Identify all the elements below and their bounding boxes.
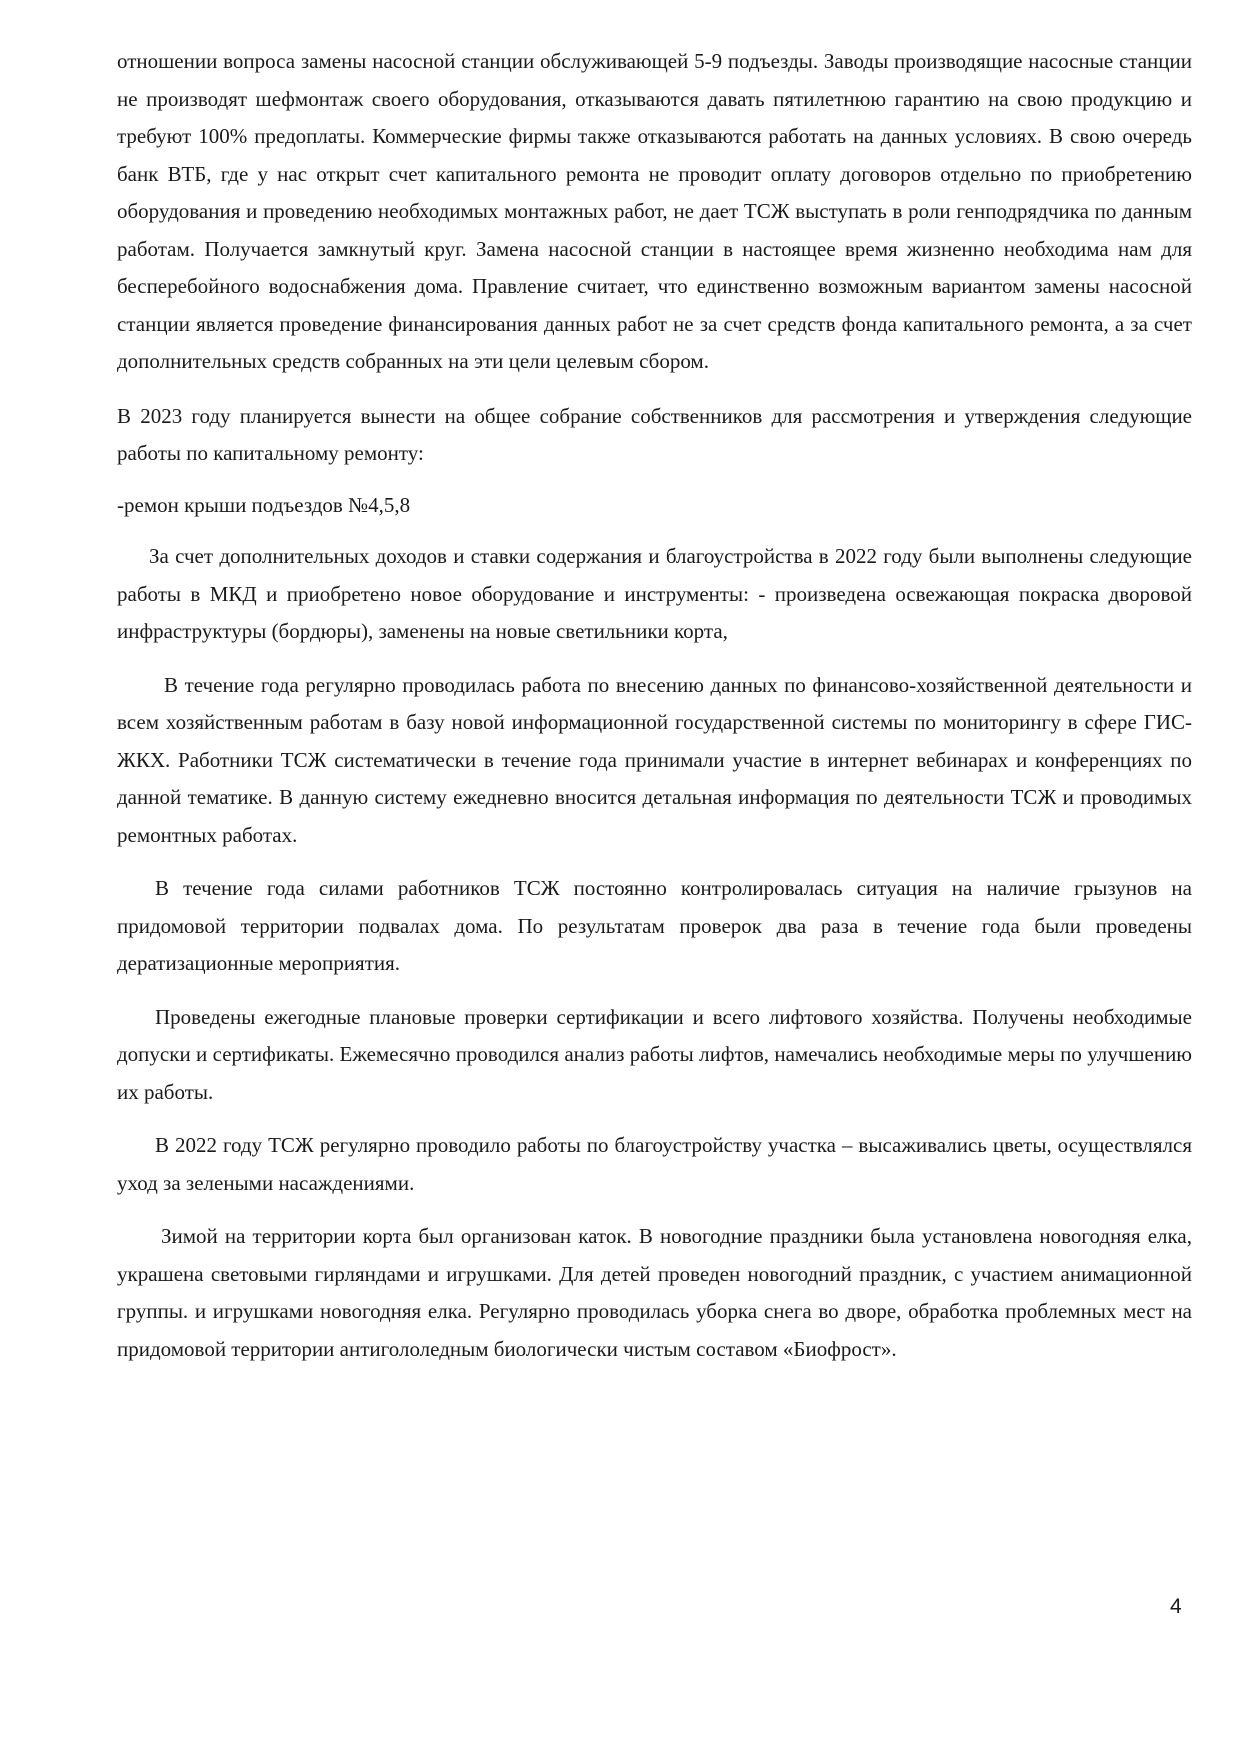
- paragraph-additional-income: За счет дополнительных доходов и ставки содержания и благоустройства в 2022 году были выполнены следующие работы в МКД и приобретено новое оборудование и инструменты: - произведена освежающая покраска дворовой инфраструктуры (бордюры), заменены на новые светильники корта,: [117, 544, 1192, 643]
- paragraph-winter-activities: Зимой на территории корта был организован каток. В новогодние праздники была установлена новогодняя елка, украшена световыми гирляндами и игрушками. Для детей проведен новогодний праздник, с участием анимационной группы. и игрушками новогодняя елка. Регулярно проводилась уборка снега во дворе, обработка проблемных мест на придомовой территории антигололедным биологически чистым составом «Биофрост».: [117, 1224, 1192, 1361]
- paragraph-rodent-control: В течение года силами работников ТСЖ постоянно контролировалась ситуация на наличие грызунов на придомовой территории подвалах дома. По результатам проверок два раза в течение года были проведены дератизационные мероприятия.: [117, 876, 1192, 975]
- paragraph-pump-station: отношении вопроса замены насосной станции обслуживающей 5-9 подъезды. Заводы производящие насосные станции не производят шефмонтаж своего оборудования, отказываются давать пятилетнюю гарантию на свою продукцию и требуют 100% предоплаты. Коммерческие фирмы также отказываются работать на данных условиях. В свою очередь банк ВТБ, где у нас открыт счет капитального ремонта не проводит оплату договоров отдельно по приобретению оборудования и проведению необходимых монтажных работ, не дает ТСЖ выступать в роли генподрядчика по данным работам. Получается замкнутый круг. Замена насосной станции в настоящее время жизненно необходима нам для бесперебойного водоснабжения дома. Правление считает, что единственно возможным вариантом замены насосной станции является проведение финансирования данных работ не за счет средств фонда капитального ремонта, а за счет дополнительных средств собранных на эти цели целевым сбором.: [117, 49, 1192, 373]
- paragraph-2023-plans: В 2023 году планируется вынести на общее собрание собственников для рассмотрения и утверждения следующие работы по капитальному ремонту:: [117, 403, 1192, 465]
- paragraph-gis-zhkh: В течение года регулярно проводилась работа по внесению данных по финансово-хозяйственной деятельности и всем хозяйственным работам в базу новой информационной государственной системы по мониторингу в сфере ГИС-ЖКХ. Работники ТСЖ систематически в течение года принимали участие в интернет вебинарах и конференциях по данной тематике. В данную систему ежедневно вносится детальная информация по деятельности ТСЖ и проводимых ремонтных работах.: [117, 672, 1192, 847]
- paragraph-roof-repair: -ремон крыши подъездов №4,5,8: [117, 492, 411, 517]
- page-number: 4: [1170, 1595, 1182, 1618]
- paragraph-elevator-checks: Проведены ежегодные плановые проверки сертификации и всего лифтового хозяйства. Получены необходимые допуски и сертификаты. Ежемесячно проводился анализ работы лифтов, намечались необходимые меры по улучшению их работы.: [117, 1004, 1192, 1104]
- paragraph-landscaping: В 2022 году ТСЖ регулярно проводило работы по благоустройству участка – высаживались цветы, осуществлялся уход за зелеными насаждениями.: [117, 1133, 1192, 1195]
- document-body: [117, 43, 1192, 1384]
